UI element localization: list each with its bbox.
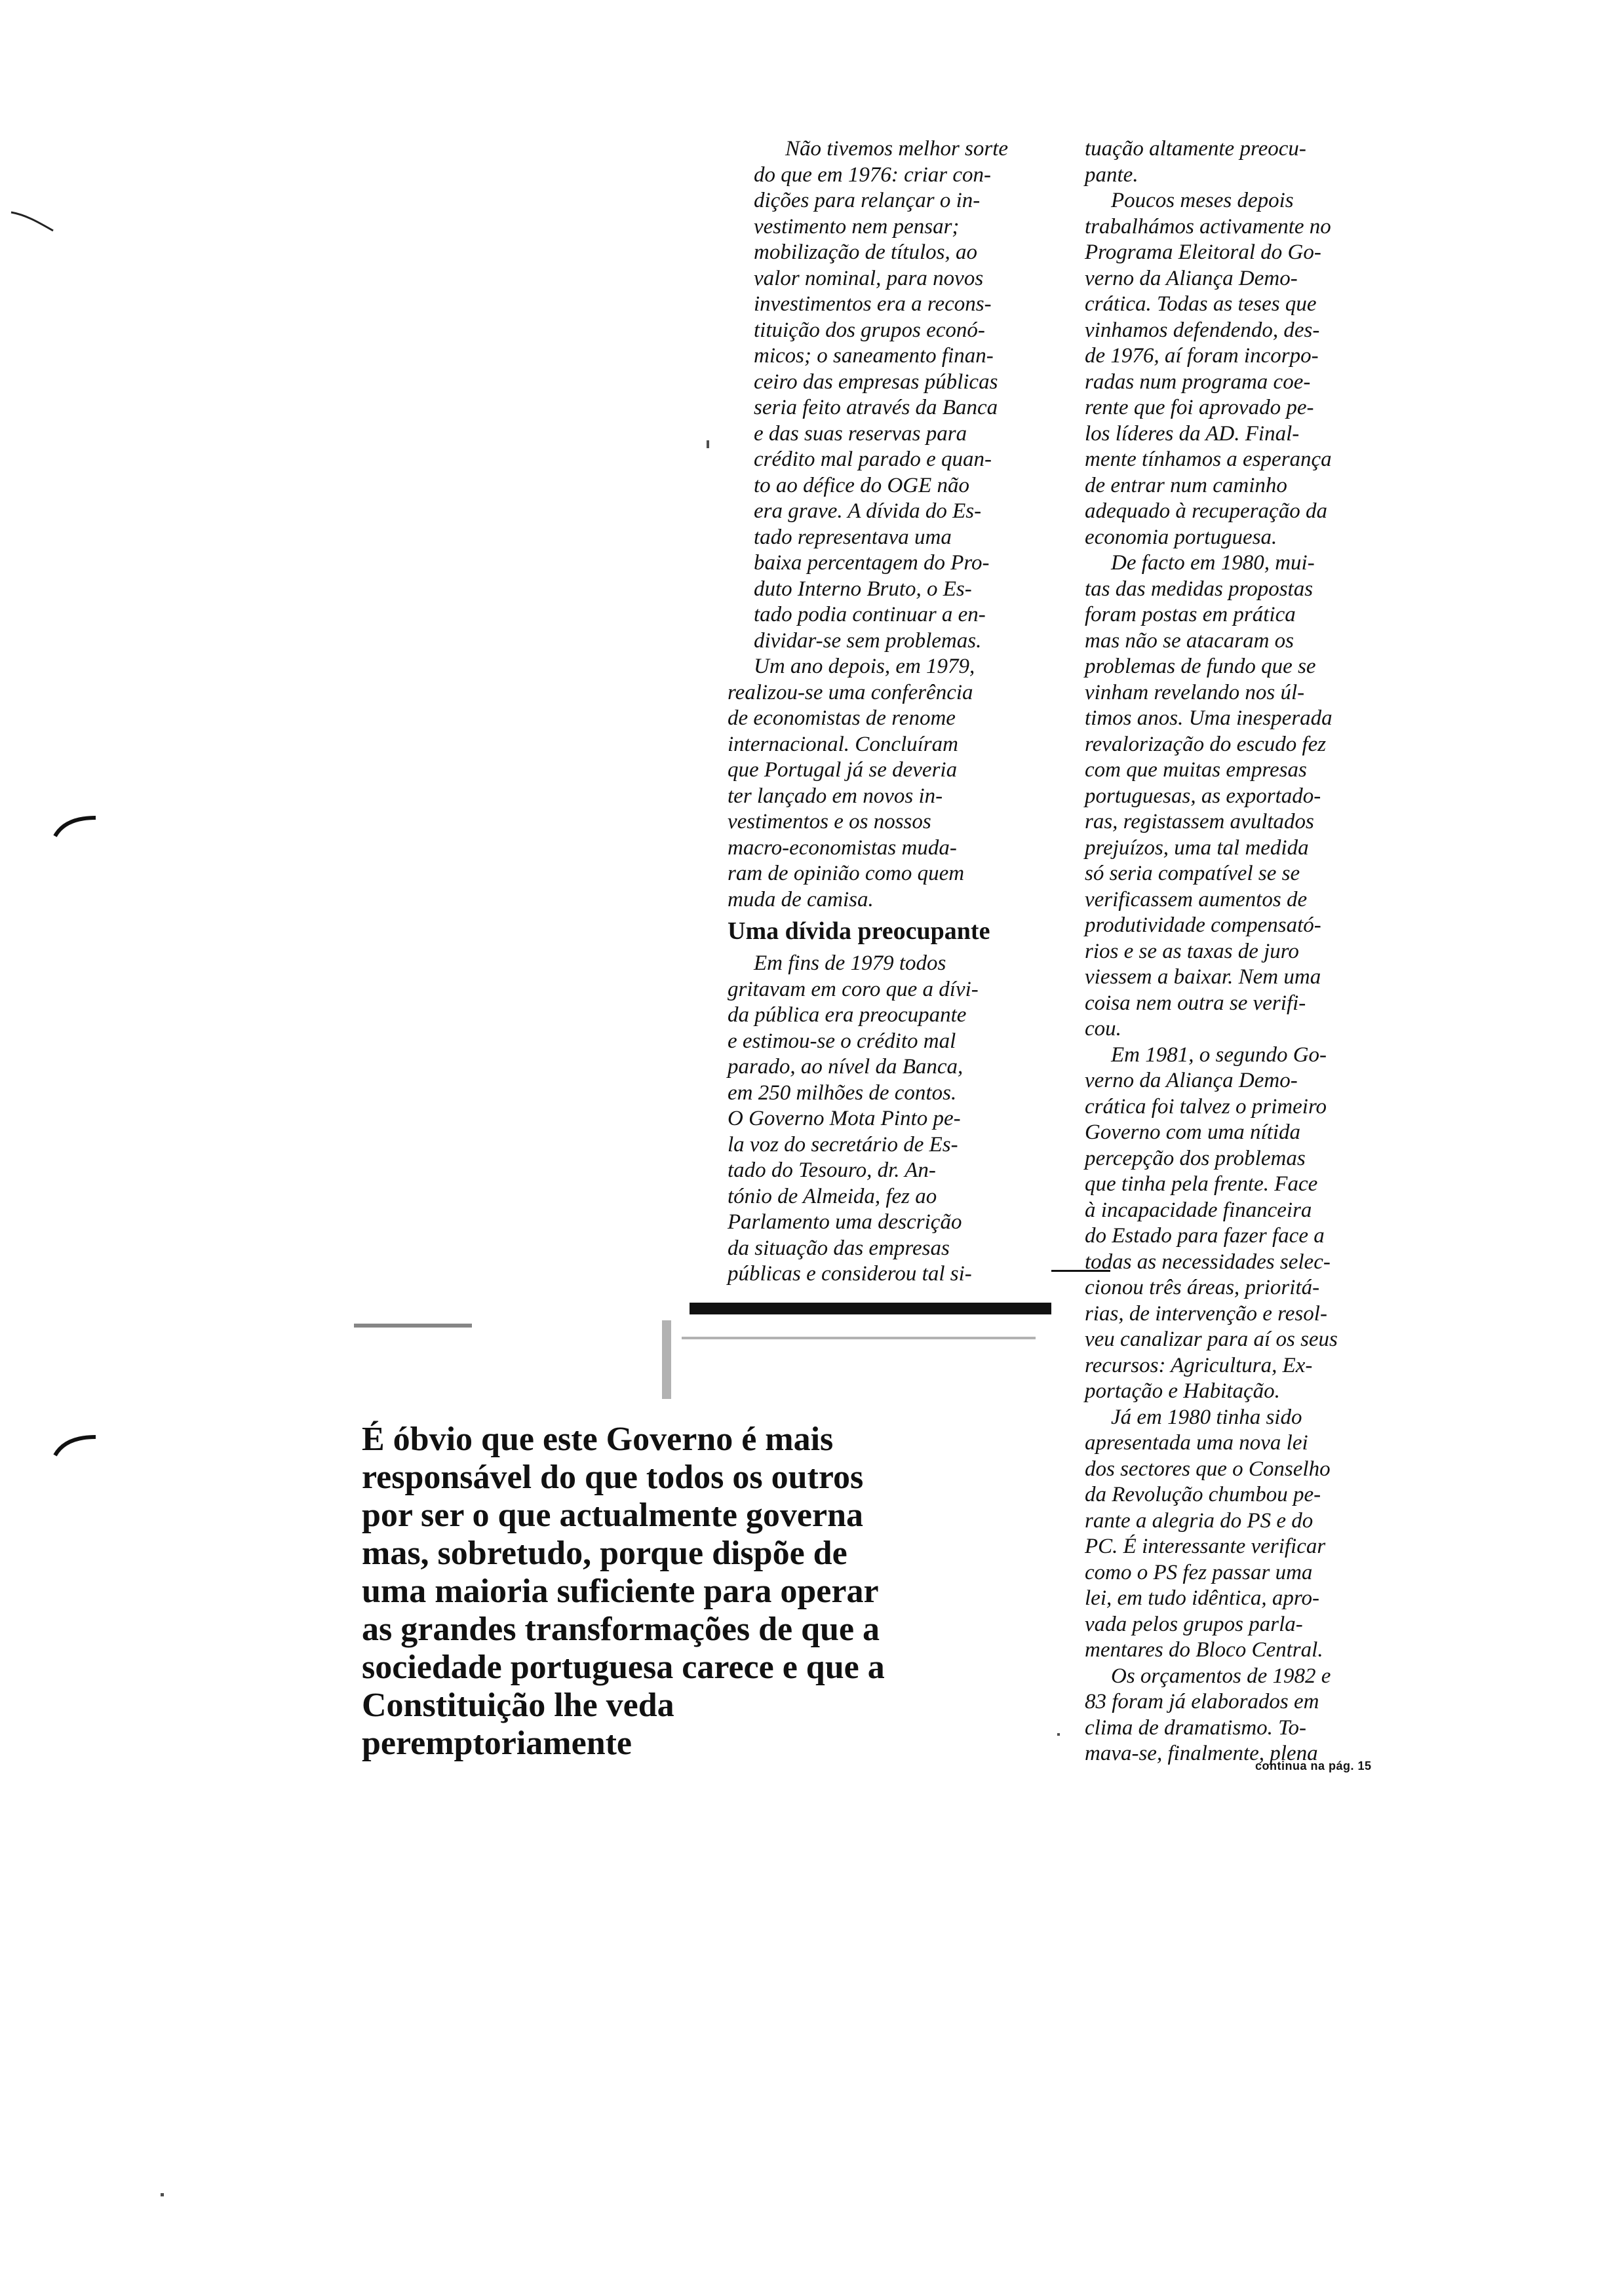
scan-smudge-center: [662, 1320, 671, 1399]
middle-paragraph-1: Não tivemos melhor sorte do que em 1976: criar con- dições para relançar o in- vestimento nem pensar; mobilização de títulos, ao valor nominal, para novos investimentos era a recons- tituição dos grupos econó- micos; o saneamento finan- ceiro das empresas públicas seria feito através da Banca e das suas reservas para crédito mal parado e quan- to ao défice do OGE não era grave. A dívida do Es- tado representava uma baixa percentagem do Pro- duto Interno Bruto, o Es- tado podia continuar a en- dividar-se sem problemas.: [754, 137, 1009, 653]
pull-quote-line: uma maioria suficiente para operar: [362, 1573, 879, 1610]
scan-dot-1: [707, 440, 709, 448]
scan-smudge-left: [354, 1324, 472, 1328]
pull-quote-line: É óbvio que este Governo é mais: [362, 1421, 834, 1458]
section-subheading: Uma dívida preocupante: [728, 917, 990, 945]
margin-scan-mark-lower: [52, 1432, 98, 1458]
continuation-note: continua na pág. 15: [1255, 1759, 1372, 1772]
right-paragraph-4: Em 1981, o segundo Go- verno da Aliança Demo- crática foi talvez o primeiro Governo com uma nítida percepção dos problemas que tinha pela frente. Face à incapacidade financeira do Estado para fazer face a todas as necessidades selec- cionou três áreas, prioritá- rias, de intervenção e resol- veu canalizar para aí os seus recursos: Agricultura, Ex- portação e Habitação.: [1085, 1043, 1338, 1403]
right-column: [1085, 136, 1399, 1767]
scan-dot-3: [1057, 1733, 1060, 1736]
pull-quote-line: mas, sobretudo, porque dispõe de: [362, 1535, 847, 1572]
column-bottom-rule: [690, 1303, 1051, 1314]
middle-paragraph-2: Um ano depois, em 1979, realizou-se uma conferência de economistas de renome internacional. Concluíram que Portugal já se deveria ter lançado em novos in- vestimentos e os nossos macro-economistas muda- ram de opinião como quem muda de camisa.: [728, 655, 975, 911]
margin-scan-mark-middle: [52, 813, 98, 839]
scan-smudge-bar: [682, 1337, 1036, 1339]
right-paragraph-2: Poucos meses depois trabalhámos activamente no Programa Eleitoral do Go- verno da Aliança Demo- crática. Todas as teses que vinhamos defendendo, des- de 1976, aí foram incorpo- radas num programa coe- rente que foi aprovado pe- los líderes da AD. Final- mente tínhamos a esperança de entrar num caminho adequado à recuperação da economia portuguesa.: [1085, 189, 1332, 549]
pull-quote-line: responsável do que todos os outros: [362, 1459, 864, 1496]
margin-scan-mark-top: [10, 208, 56, 235]
middle-paragraph-3: Em fins de 1979 todos gritavam em coro que a dívi- da pública era preocupante e estimou-se o crédito mal parado, ao nível da Banca, em 250 milhões de contos. O Governo Mota Pinto pe- la voz do secretário de Es- tado do Tesouro, dr. An- tónio de Almeida, fez ao Parlamento uma descrição da situação das empresas públicas e considerou tal si-: [728, 951, 979, 1286]
pull-quote-line: as grandes transformações de que a: [362, 1611, 880, 1648]
right-paragraph-1: tuação altamente preocu- pante.: [1085, 137, 1306, 187]
pull-quote-line: Constituição lhe veda: [362, 1687, 674, 1724]
pull-quote-line: peremptoriamente: [362, 1725, 632, 1762]
pull-quote-line: sociedade portuguesa carece e que a: [362, 1649, 885, 1686]
pull-quote: [362, 1421, 1017, 1763]
pull-quote-line: por ser o que actualmente governa: [362, 1497, 863, 1534]
right-paragraph-5: Já em 1980 tinha sido apresentada uma nova lei dos sectores que o Conselho da Revolução chumbou pe- rante a alegria do PS e do PC. É interessante verificar como o PS fez passar uma lei, em tudo idêntica, apro- vada pelos grupos parla- mentares do Bloco Central.: [1085, 1405, 1331, 1662]
right-paragraph-6: Os orçamentos de 1982 e 83 foram já elaborados em clima de dramatismo. To- mava-se, finalmente, plena: [1085, 1664, 1331, 1765]
scan-dot-2: [161, 2193, 164, 2196]
middle-column: [728, 136, 1047, 1288]
right-paragraph-3: De facto em 1980, mui- tas das medidas propostas foram postas em prática mas não se atacaram os problemas de fundo que se vinham revelando nos úl- timos anos. Uma inesperada revalorização do escudo fez com que muitas empresas portuguesas, as exportado- ras, registassem avultados prejuízos, uma tal medida só seria compatível se se verificassem aumentos de produtividade compensató- rios e se as taxas de juro viessem a baixar. Nem uma coisa nem outra se verifi- cou.: [1085, 551, 1333, 1041]
